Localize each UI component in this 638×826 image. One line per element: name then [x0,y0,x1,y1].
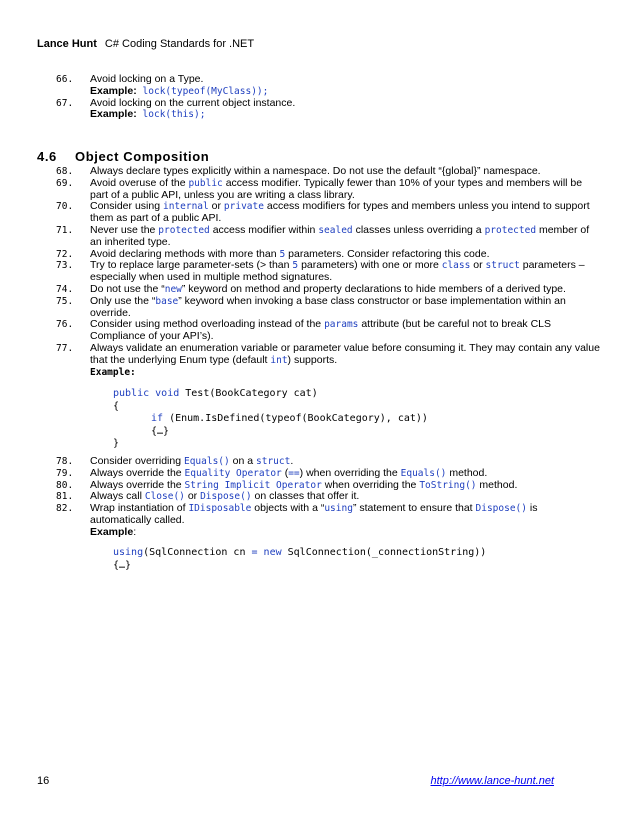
list-item: 66. Avoid locking on a Type. Example: lock(typeof(MyClass)); [56,73,269,97]
code-block-82: using(SqlConnection cn = new SqlConnection(_connectionString)) {…} [113,547,487,571]
items-bottom [56,456,601,539]
list-item: 73. Try to replace large parameter-sets (> than 5 parameters) with one or more class or struct parameters – especially when used in multiple method signatures. [56,259,585,284]
page-header [37,38,254,50]
footer-link[interactable]: http://www.lance-hunt.net [430,775,554,787]
list-item: 77. Always validate an enumeration variable or parameter value before consuming it. They may contain any value that the underlying Enum type (default int) supports. Example: [56,341,600,378]
items-section [56,166,601,378]
page-number: 16 [37,775,50,787]
example-label: Example [90,525,134,538]
header-title: C# Coding Standards for .NET [104,38,255,50]
list-item: 71. Never use the protected access modifier within sealed classes unless overriding a protected member of an inherited type. [56,223,590,248]
example-label: Example: [90,366,136,378]
list-item: 70. Consider using internal or private access modifiers for types and members unless you intend to support them as part of a public API. [56,200,590,225]
list-item: 72. Avoid declaring methods with more than 5 parameters. Consider refactoring this code. [56,247,490,260]
list-item: 69. Avoid overuse of the public access modifier. Typically fewer than 10% of your types and members will be part of a public API, unless you are writing a class library. [56,176,583,201]
header-author: Lance Hunt [37,38,97,50]
section-heading: 4.6 Object Composition [37,149,210,164]
list-item: 76. Consider using method overloading instead of the params attribute (but be careful not to break CLS Compliance of your API’s). [56,318,552,343]
list-item: 79. Always override the Equality Operator (==) when overriding the Equals() method. [56,466,488,479]
list-item: 81. Always call Close() or Dispose() on classes that offer it. [56,490,360,503]
code-block-77: public void Test(BookCategory cat) { if (Enum.IsDefined(typeof(BookCategory), cat)) {…} } [113,388,428,449]
list-item: 75. Only use the “base” keyword when invoking a base class constructor or base implementation within an override. [56,294,566,319]
list-item: 68. Always declare types explicitly within a namespace. Do not use the default “{global}” namespace. [56,165,541,177]
list-item: 74. Do not use the “new” keyword on method and property declarations to hide members of a derived type. [56,282,566,295]
list-item: 82. Wrap instantiation of IDisposable objects with a “using” statement to ensure that Dispose() is automatically called. Example: [56,502,538,538]
items-top [56,74,601,121]
list-item: 78. Consider overriding Equals() on a struct. [56,455,294,467]
list-item: 67. Avoid locking on the current object instance. Example: lock(this); [56,96,296,121]
list-item: 80. Always override the String Implicit Operator when overriding the ToString() method. [56,478,518,491]
